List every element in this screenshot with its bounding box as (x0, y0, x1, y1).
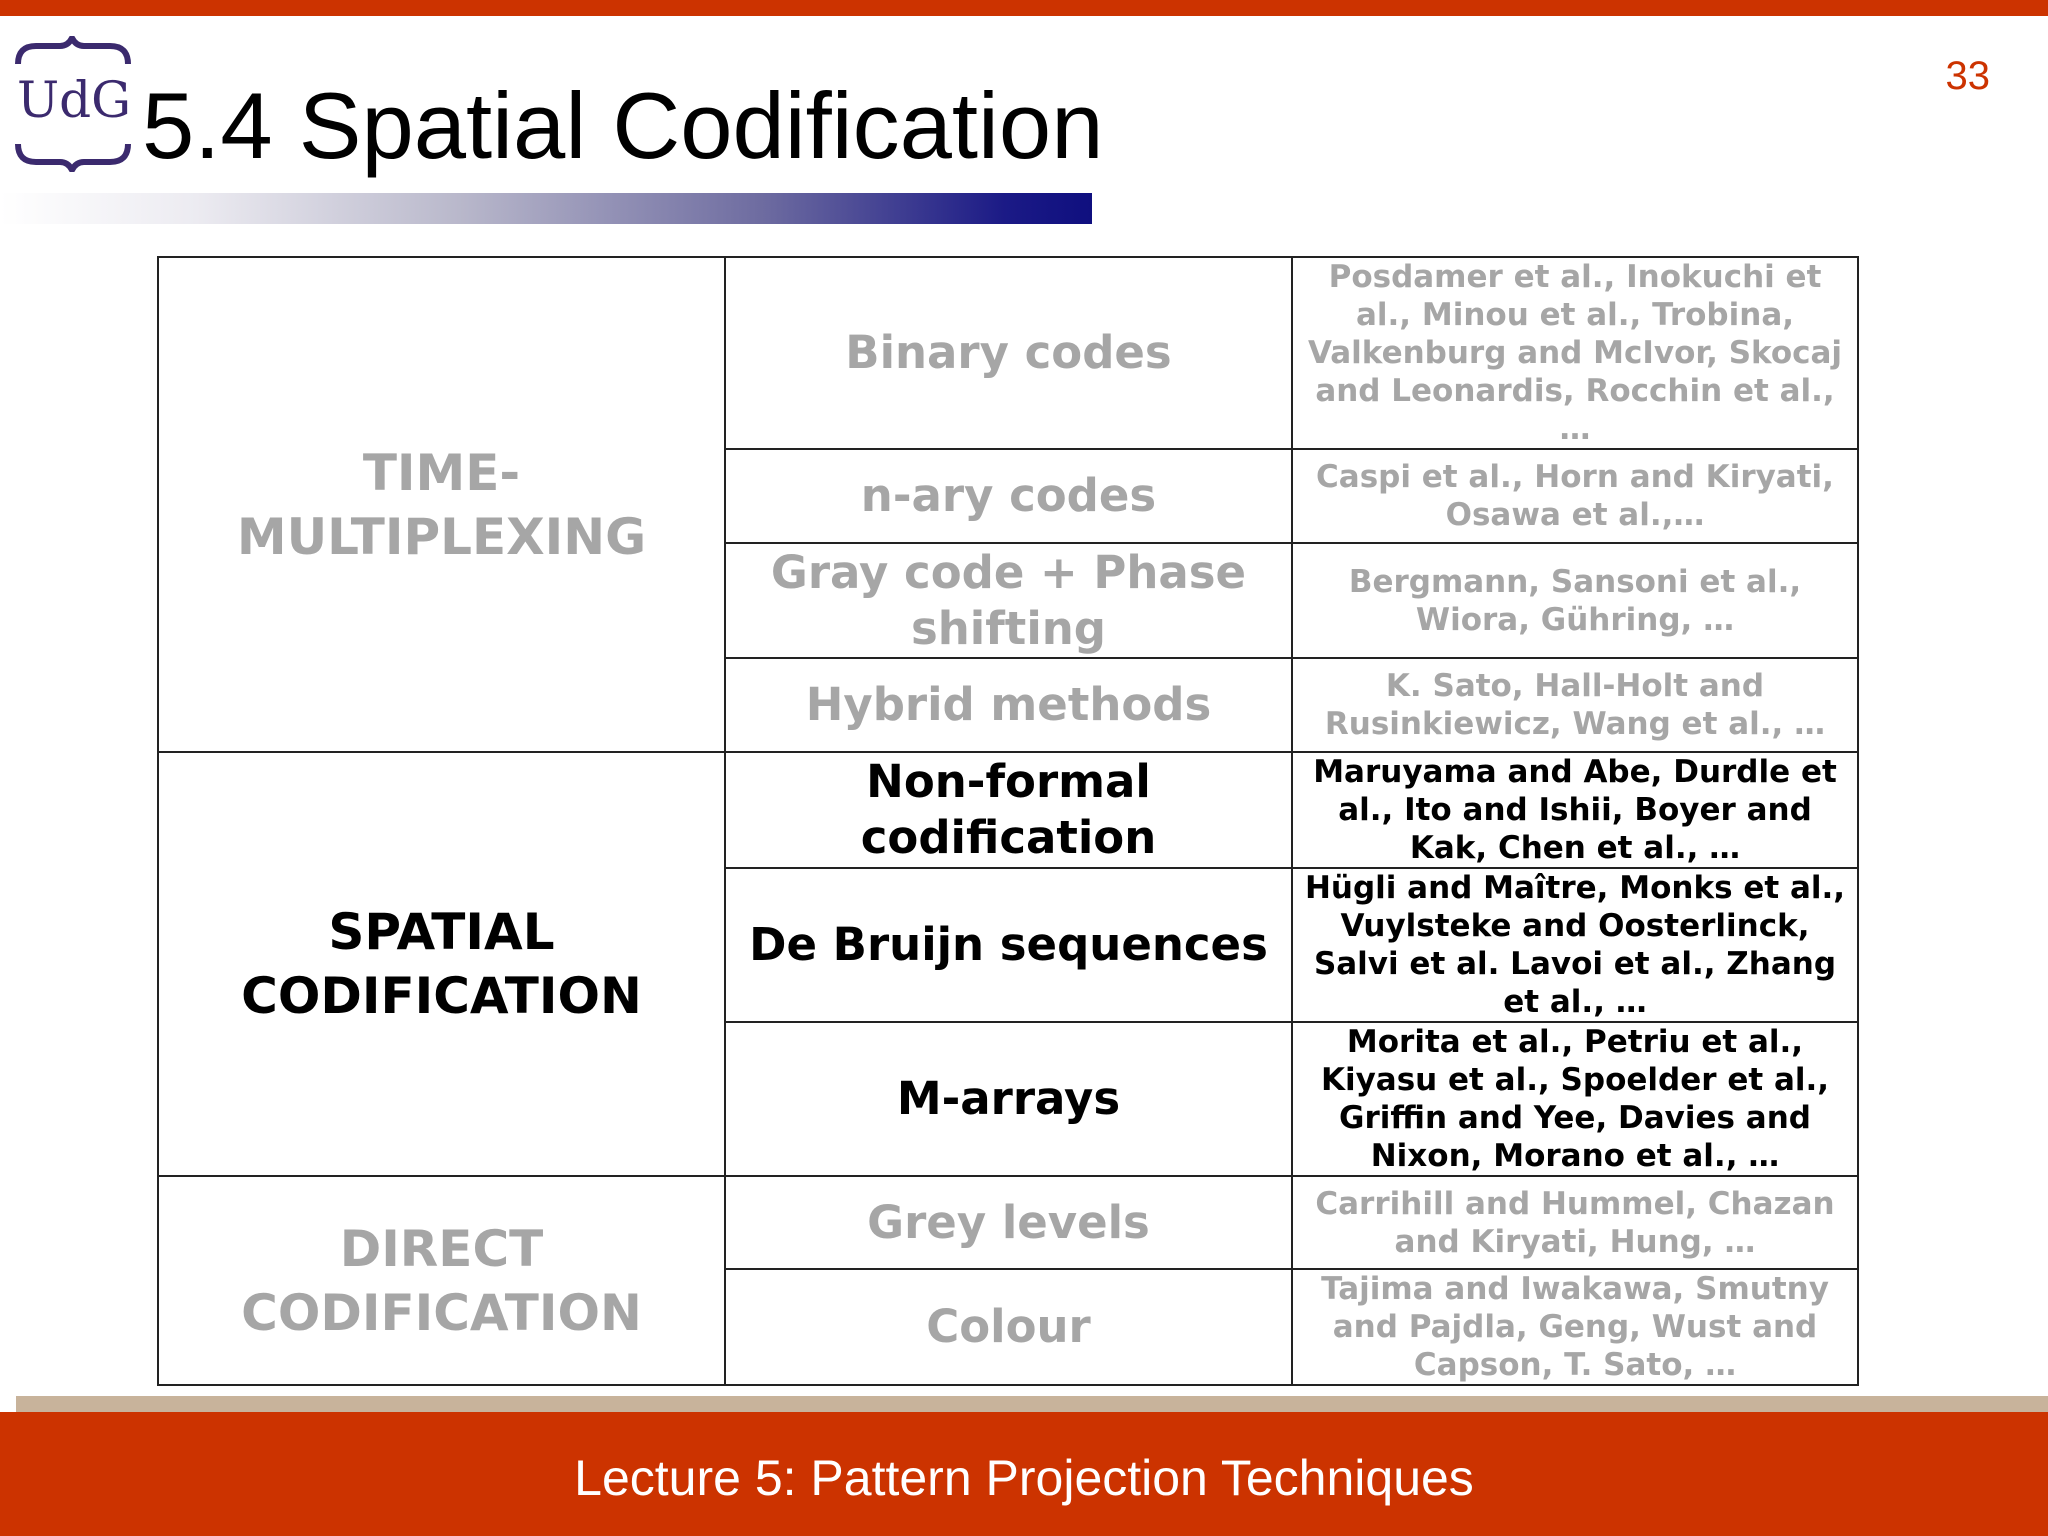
udg-logo (10, 36, 130, 172)
references-cell: Caspi et al., Horn and Kiryati, Osawa et al.,… (1292, 449, 1858, 543)
table-row (158, 752, 1858, 868)
method-cell: Non-formal codification (725, 752, 1292, 868)
references-cell: Carrihill and Hummel, Chazan and Kiryati, Hung, … (1292, 1176, 1858, 1269)
method-cell: Colour (725, 1269, 1292, 1385)
footer-title: Lecture 5: Pattern Projection Techniques (574, 1450, 1474, 1506)
references-cell: Bergmann, Sansoni et al., Wiora, Gühring, … (1292, 543, 1858, 658)
method-cell: Grey levels (725, 1176, 1292, 1269)
logo-text: UdG (16, 71, 132, 129)
method-cell: Hybrid methods (725, 658, 1292, 752)
title-underline (0, 193, 1092, 224)
category-spatial-codification: SPATIAL CODIFICATION (158, 752, 725, 1176)
method-cell: De Bruijn sequences (725, 868, 1292, 1022)
references-cell: Hügli and Maître, Monks et al., Vuylsteke and Oosterlinck, Salvi et al. Lavoi et al., Zhang et al., … (1292, 868, 1858, 1022)
method-cell: n-ary codes (725, 449, 1292, 543)
method-cell: Binary codes (725, 257, 1292, 449)
category-direct-codification: DIRECT CODIFICATION (158, 1176, 725, 1385)
table-row (158, 257, 1858, 449)
category-time-multiplexing: TIME- MULTIPLEXING (158, 257, 725, 752)
references-cell: Tajima and Iwakawa, Smutny and Pajdla, Geng, Wust and Capson, T. Sato, … (1292, 1269, 1858, 1385)
top-accent-bar (0, 0, 2048, 16)
method-cell: Gray code + Phase shifting (725, 543, 1292, 658)
footer-divider (16, 1396, 2048, 1412)
references-cell: Morita et al., Petriu et al., Kiyasu et al., Spoelder et al., Griffin and Yee, Davies and Nixon, Morano et al., … (1292, 1022, 1858, 1176)
page-number: 33 (1945, 54, 1990, 98)
references-cell: Posdamer et al., Inokuchi et al., Minou et al., Trobina, Valkenburg and McIvor, Skocaj and Leonardis, Rocchin et al., … (1292, 257, 1858, 449)
slide-title: 5.4 Spatial Codification (142, 73, 1104, 178)
method-cell: M-arrays (725, 1022, 1292, 1176)
codification-table (157, 256, 1859, 1386)
references-cell: K. Sato, Hall-Holt and Rusinkiewicz, Wang et al., … (1292, 658, 1858, 752)
references-cell: Maruyama and Abe, Durdle et al., Ito and Ishii, Boyer and Kak, Chen et al., … (1292, 752, 1858, 868)
footer-bar (0, 1412, 2048, 1536)
table-row (158, 1176, 1858, 1269)
